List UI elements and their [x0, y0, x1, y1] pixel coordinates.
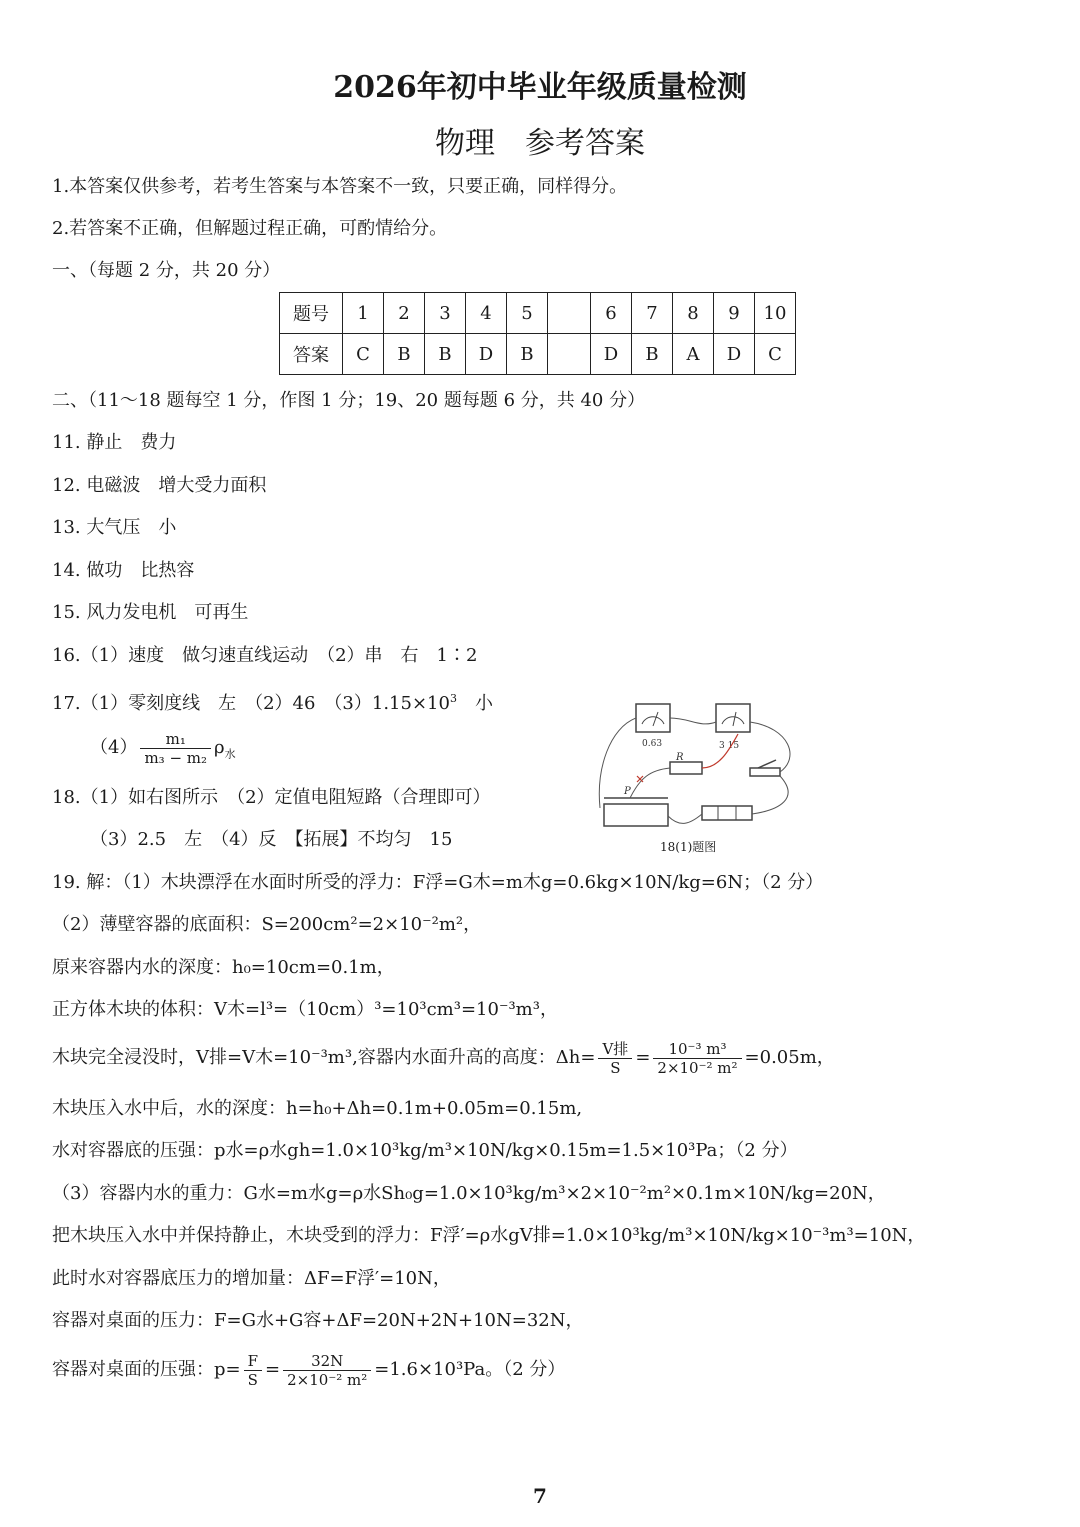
battery-icon [702, 806, 752, 820]
diagram-caption: 18(1)题图 [660, 840, 717, 854]
answer-q19-l4: 正方体木块的体积：V木=l³=（10cm）³=10³cm³=10⁻³m³， [52, 999, 558, 1020]
table-cell: B [632, 334, 673, 375]
table-cell: 6 [591, 293, 632, 334]
table-cell: C [755, 334, 796, 375]
answer-q14: 14. 做功 比热容 [52, 560, 195, 581]
answer-q15: 15. 风力发电机 可再生 [52, 602, 249, 623]
note-1: 1.本答案仅供参考，若考生答案与本答案不一致，只要正确，同样得分。 [52, 176, 628, 197]
table-gap-cell [548, 293, 591, 334]
ammeter-terminal-label: 0.63 [642, 739, 663, 749]
switch-icon [750, 768, 780, 776]
answer-q19-l6: 木块压入水中后，水的深度：h=h₀+Δh=0.1m+0.05m=0.15m, [52, 1098, 583, 1119]
answer-q19-l7: 水对容器底的压强：p水=ρ水gh=1.0×10³kg/m³×10N/kg×0.15m=1.5×10³Pa；（2 分） [52, 1140, 798, 1161]
table-cell: B [507, 334, 548, 375]
fraction-numerator: 10⁻³ m³ [653, 1040, 741, 1059]
fraction-denominator: S [610, 1058, 621, 1077]
table-cell: D [466, 334, 507, 375]
table-cell: B [425, 334, 466, 375]
table-cell: B [384, 334, 425, 375]
page-title: 2026年初中毕业年级质量检测 [333, 70, 747, 105]
answer-q19-l2: （2）薄壁容器的底面积：S=200cm²=2×10⁻²m²， [52, 914, 482, 935]
answer-q19-l9: 把木块压入水中并保持静止，木块受到的浮力：F浮′=ρ水gV排=1.0×10³kg/m³×10N/kg×10⁻³m³=10N， [52, 1225, 926, 1246]
q19-l5-result: =0.05m， [744, 1047, 835, 1068]
table-header-cell: 答案 [280, 334, 343, 375]
table-cell: 5 [507, 293, 548, 334]
table-cell: D [591, 334, 632, 375]
q19-l12-text: 容器对桌面的压强：p= [52, 1359, 241, 1380]
q19-l5-fraction-1 [598, 1040, 632, 1077]
q17-text: 17.（1）零刻度线 左 （2）46 （3）1.15×10 [52, 693, 450, 714]
q17-4-rho: ρ [214, 737, 225, 758]
answer-q11: 11. 静止 费力 [52, 432, 177, 453]
table-header-cell: 题号 [280, 293, 343, 334]
page-subtitle: 物理 参考答案 [435, 126, 645, 161]
answer-q19-l3: 原来容器内水的深度：h₀=10cm=0.1m， [52, 957, 395, 978]
table-cell: D [714, 334, 755, 375]
q17-suffix: 小 [456, 693, 493, 714]
answer-q19-l1: 19. 解：（1）木块漂浮在水面时所受的浮力：F浮=G木=m木g=0.6kg×10N/kg=6N；（2 分） [52, 872, 824, 893]
resistor-icon [670, 762, 702, 774]
fraction-denominator: S [247, 1370, 258, 1389]
circuit-diagram [590, 698, 810, 858]
answer-table-row-numbers [280, 293, 796, 334]
ammeter-icon [636, 704, 670, 732]
q19-l12-fraction-2 [283, 1352, 371, 1389]
q19-l12-result: =1.6×10³Pa。（2 分） [374, 1359, 566, 1380]
table-cell: 8 [673, 293, 714, 334]
answer-q16: 16.（1）速度 做匀速直线运动 （2）串 右 1∶2 [52, 645, 478, 666]
answer-q19-l11: 容器对桌面的压力：F=G水+G容+ΔF=20N+2N+10N=32N， [52, 1310, 584, 1331]
q19-l5-equals: = [635, 1047, 651, 1068]
table-cell: 4 [466, 293, 507, 334]
fraction-numerator: V排 [598, 1040, 632, 1059]
answer-q13: 13. 大气压 小 [52, 517, 177, 538]
table-cell: C [343, 334, 384, 375]
table-cell: 2 [384, 293, 425, 334]
table-cell: 10 [755, 293, 796, 334]
answer-q17 [52, 686, 493, 717]
fraction-numerator: m₁ [140, 730, 211, 749]
fraction-numerator: F [244, 1352, 262, 1371]
added-wire [702, 734, 738, 768]
note-2: 2.若答案不正确，但解题过程正确，可酌情给分。 [52, 218, 448, 239]
voltmeter-icon [716, 704, 750, 732]
q19-l5-text: 木块完全浸没时，V排=V木=10⁻³m³,容器内水面升高的高度：Δh= [52, 1047, 596, 1068]
answer-q18-line1: 18.（1）如右图所示 （2）定值电阻短路（合理即可） [52, 787, 491, 808]
answer-q19-l10: 此时水对容器底压力的增加量：ΔF=F浮′=10N， [52, 1268, 451, 1289]
fraction-numerator: 32N [283, 1352, 371, 1371]
answer-q19-l5 [52, 1036, 835, 1080]
answer-q12: 12. 电磁波 增大受力面积 [52, 475, 267, 496]
q17-4-rho-sub: 水 [224, 747, 236, 761]
resistor-label: R [676, 752, 684, 763]
q17-4-fraction [140, 730, 211, 767]
rheostat-icon [604, 804, 668, 826]
answer-table-row-answers [280, 334, 796, 375]
answer-q18-line2: （3）2.5 左 （4）反 【拓展】不均匀 15 [90, 829, 453, 850]
answer-q17-4 [90, 728, 236, 775]
fraction-denominator: m₃ − m₂ [144, 748, 208, 767]
table-cell: 9 [714, 293, 755, 334]
table-cell: 1 [343, 293, 384, 334]
slider-label: P [624, 786, 631, 797]
answer-table [279, 292, 796, 375]
section1-heading: 一、（每题 2 分，共 20 分） [52, 260, 281, 281]
q19-l5-fraction-2 [653, 1040, 741, 1077]
q19-l12-fraction-1 [244, 1352, 262, 1389]
table-gap-cell [548, 334, 591, 375]
answer-q19-l8: （3）容器内水的重力：G水=m水g=ρ水Sh₀g=1.0×10³kg/m³×2×10⁻²m²×0.1m×10N/kg=20N， [52, 1183, 886, 1204]
table-cell: 7 [632, 293, 673, 334]
page-number: 7 [533, 1484, 547, 1508]
q19-l12-equals: = [265, 1359, 281, 1380]
voltmeter-terminal-label: 3 15 [719, 741, 740, 751]
q17-exponent: 3 [449, 692, 457, 705]
fraction-denominator: 2×10⁻² m² [287, 1370, 368, 1389]
answer-q19-l12 [52, 1348, 565, 1392]
section2-heading: 二、（11～18 题每空 1 分，作图 1 分；19、20 题每题 6 分，共 40 分） [52, 390, 646, 411]
q17-4-label: （4） [90, 737, 138, 758]
table-cell: A [673, 334, 714, 375]
table-cell: 3 [425, 293, 466, 334]
fraction-denominator: 2×10⁻² m² [657, 1058, 738, 1077]
